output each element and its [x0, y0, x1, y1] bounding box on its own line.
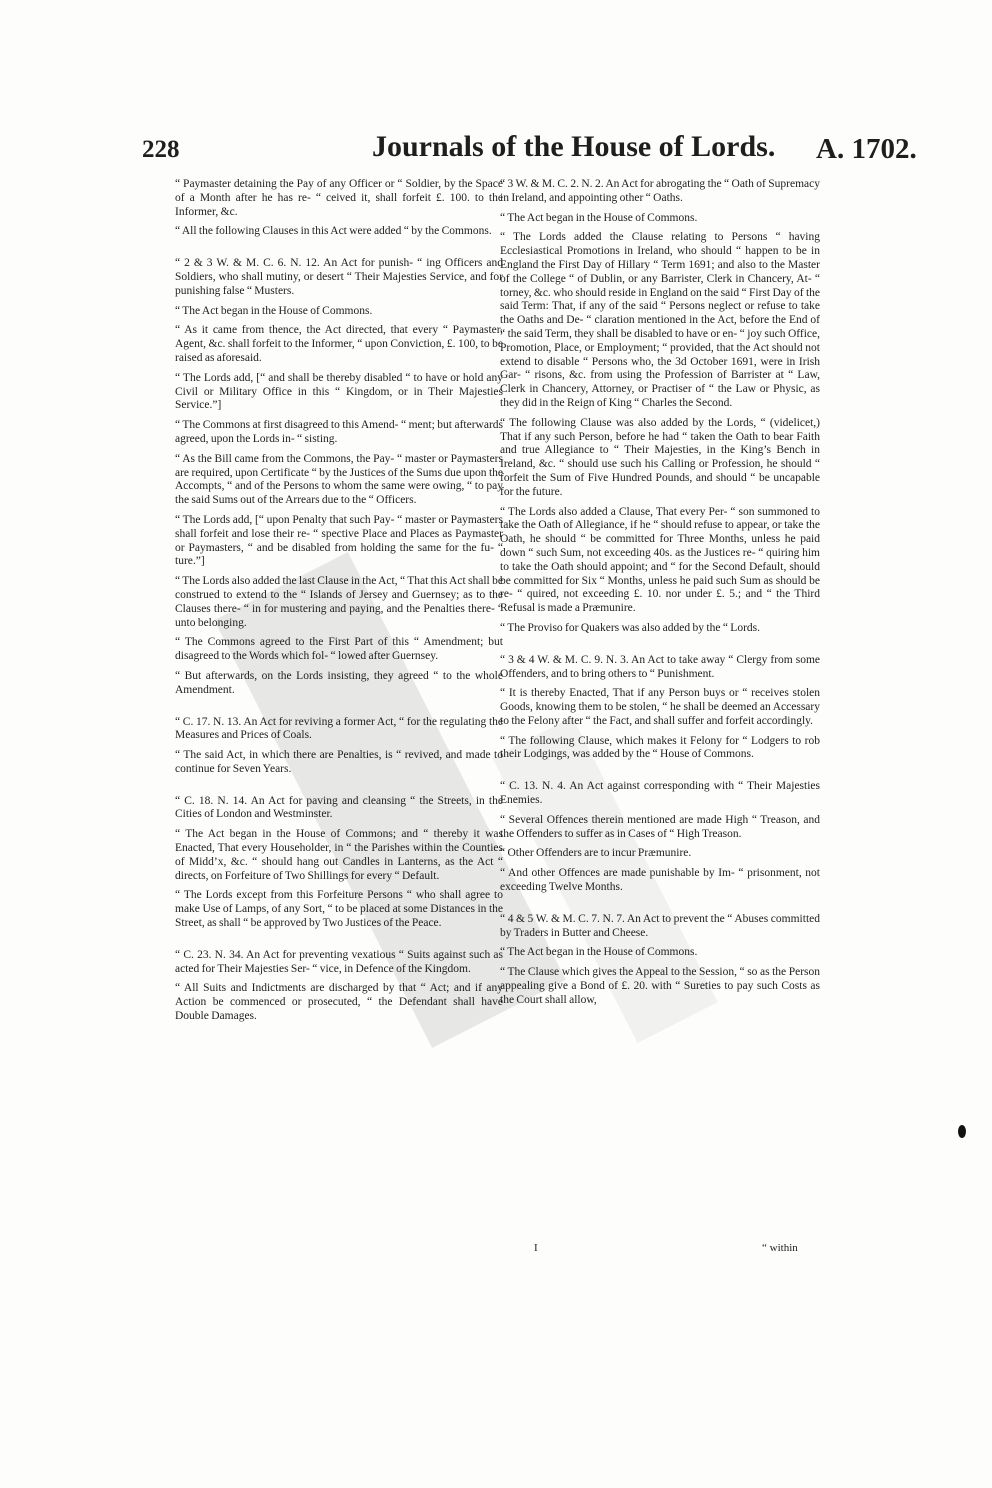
paragraph: “ The following Clause was also added by the Lords, “ (videlicet,) That if any such Person, before he had “ taken the Oath to bear Faith and true Allegiance to “ Their Majesties, in the King’s Bench in Ireland, &c. “ should use such his Calling or Profession, he should “ forfeit the Sum of Five Hundred Pounds, and should “ be uncapable for the future.	[500, 416, 820, 498]
paragraph: “ And other Offences are made punishable by Im- “ prisonment, not exceeding Twelve Months.	[500, 867, 820, 894]
act-heading: “ C. 18. N. 14. An Act for paving and cleansing “ the Streets, in the Cities of London and Westminster.	[175, 794, 503, 821]
left-column	[175, 178, 503, 1030]
paragraph: “ The Act began in the House of Commons.	[500, 946, 698, 959]
act-heading: “ 2 & 3 W. & M. C. 6. N. 12. An Act for punish- “ ing Officers and Soldiers, who shall mutiny, or desert “ Their Majesties Service, and for punishing false “ Musters.	[175, 257, 503, 297]
act-heading: “ 3 W. & M. C. 2. N. 2. An Act for abrogating the “ Oath of Supremacy in Ireland, and appointing other “ Oaths.	[500, 178, 820, 204]
ink-blot	[958, 1125, 966, 1138]
page-number: 228	[142, 136, 180, 163]
paragraph: “ The Lords also added the last Clause in the Act, “ That this Act shall be construed to extend to the “ Islands of Jersey and Guernsey; as to the Clauses there- “ in for mustering and paying, and the Penalties there- “ unto belonging.	[175, 575, 503, 629]
paragraph: “ The Proviso for Quakers was also added by the “ Lords.	[500, 621, 760, 634]
paragraph: “ Other Offenders are to incur Præmunire.	[500, 847, 692, 860]
paragraph: “ The Act began in the House of Commons; and “ thereby it was Enacted, That every Householder, in “ the Parishes within the Counties of Midd’x, &c. “ should hang out Candles in Lanterns, as the Act “ directs, on Forfeiture of Two Shillings for every “ Default.	[175, 828, 503, 882]
signature-mark: I	[534, 1242, 538, 1254]
paragraph: “ It is thereby Enacted, That if any Person buys or “ receives stolen Goods, knowing them to be stolen, “ he shall be deemed an Accessary to the Felony after “ the Fact, and shall suffer and forfeit accordingly.	[500, 687, 820, 727]
paragraph: “ All Suits and Indictments are discharged by that “ Act; and if any Action be commenced or prosecuted, “ the Defendant shall have Double Damages.	[175, 982, 503, 1023]
running-header	[0, 130, 992, 180]
paragraph: “ The Lords add, [“ upon Penalty that such Pay- “ master or Paymasters shall forfeit and lose their re- “ spective Place and Places as Paymaster or Paymasters, “ and be disabled from holding the same for the fu- “ ture.”]	[175, 513, 503, 568]
right-column	[500, 178, 820, 1014]
year-heading: A. 1702.	[816, 133, 917, 165]
act-heading: “ C. 23. N. 34. An Act for preventing vexatious “ Suits against such as acted for Their Majesties Ser- “ vice, in Defence of the Kingdom.	[175, 948, 503, 975]
catchword: “ within	[762, 1242, 798, 1254]
paragraph: “ As it came from thence, the Act directed, that every “ Paymaster, Agent, &c. shall forfeit to the Informer, “ upon Conviction, £. 100, to be raised as aforesaid.	[175, 324, 503, 364]
act-heading: “ C. 17. N. 13. An Act for reviving a former Act, “ for the regulating the Measures and Prices of Coals.	[175, 715, 503, 742]
paragraph: “ The Clause which gives the Appeal to the Session, “ so as the Person appealing give a Bond of £. 20. with “ Sureties to pay such Costs as the Court shall allow,	[500, 966, 820, 1006]
paragraph: “ But afterwards, on the Lords insisting, they agreed “ to the whole Amendment.	[175, 669, 503, 696]
paragraph: “ The Act began in the House of Commons.	[175, 304, 373, 317]
paragraph: “ The Act began in the House of Commons.	[500, 211, 698, 224]
act-heading: “ 3 & 4 W. & M. C. 9. N. 3. An Act to take away “ Clergy from some Offenders, and to bring others to “ Punishment.	[500, 653, 820, 680]
running-title: Journals of the House of Lords.	[372, 130, 776, 163]
paragraph: “ Several Offences therein mentioned are made High “ Treason, and the Offenders to suffer as in Cases of “ High Treason.	[500, 813, 820, 840]
paragraph: “ The Lords add, [“ and shall be thereby disabled “ to have or hold any Civil or Military Office in this “ Kingdom, or in Their Majesties Service.”]	[175, 371, 503, 412]
paragraph: “ The Lords also added a Clause, That every Per- “ son summoned to take the Oath of Allegiance, if he “ should refuse to appear, or take the Oath, he should “ be committed for Three Months, unless he paid down “ such Sum, not exceeding 40s. as the Justices re- “ quiring him to take the Oath should appoint; and “ for the Second Default, should be committed for Six “ Months, unless he paid such Sum as should be re- “ quired, not exceeding £. 10. nor under £. 5.; and “ the Third Refusal is made a Præmunire.	[500, 505, 820, 615]
paragraph: “ The following Clause, which makes it Felony for “ Lodgers to rob their Lodgings, was added by the “ House of Commons.	[500, 734, 820, 761]
paragraph: “ All the following Clauses in this Act were added “ by the Commons.	[175, 225, 492, 238]
paragraph: “ The Lords except from this Forfeiture Persons “ who shall agree to make Use of Lamps, of any Sort, “ to be placed at some Distances in the Street, as shall “ be approved by Two Justices of the Peace.	[175, 889, 503, 930]
paragraph: “ Paymaster detaining the Pay of any Officer or “ Soldier, by the Space of a Month after he has re- “ ceived it, shall forfeit £. 100. to the Informer, &c.	[175, 178, 503, 218]
act-heading: “ 4 & 5 W. & M. C. 7. N. 7. An Act to prevent the “ Abuses committed by Traders in Butter and Cheese.	[500, 912, 820, 939]
paragraph: “ The Lords added the Clause relating to Persons “ having Ecclesiastical Promotions in Ireland, who should “ happen to be in England the First Day of Hillary “ Term 1691; and also to the Master of the College “ of Dublin, or any Barrister, Clerk in Chancery, At- “ torney, &c. who should reside in England on the said “ First Day of the said Term: That, if any of the said “ Persons neglect or refuse to take the Oaths and De- “ claration mentioned in the Act, before the End of “ the said Term, they shall be disabled to have or en- “ joy such Office, Promotion, Place, or Employment; “ provided, that the Act should not extend to disable “ Persons who, the 3d October 1691, were in Irish Gar- “ risons, &c. from using the Profession of Barrister at “ Law, Clerk in Chancery, Attorney, or Practiser of “ the Law or Physic, as they did in the Reign of King “ Charles the Second.	[500, 231, 820, 409]
act-heading: “ C. 13. N. 4. An Act against corresponding with “ Their Majesties Enemies.	[500, 780, 820, 807]
paragraph: “ As the Bill came from the Commons, the Pay- “ master or Paymasters are required, upon Certificate “ by the Justices of the Sums due upon the Accompts, “ and of the Persons to whom the same were owing, “ to pay the said Sums out of the Arrears due to the “ Officers.	[175, 452, 503, 507]
paragraph: “ The said Act, in which there are Penalties, is “ revived, and made to continue for Seven Years.	[175, 749, 503, 775]
paragraph: “ The Commons at first disagreed to this Amend- “ ment; but afterwards agreed, upon the Lords in- “ sisting.	[175, 419, 503, 445]
paragraph: “ The Commons agreed to the First Part of this “ Amendment; but disagreed to the Words which fol- “ lowed after Guernsey.	[175, 636, 503, 663]
